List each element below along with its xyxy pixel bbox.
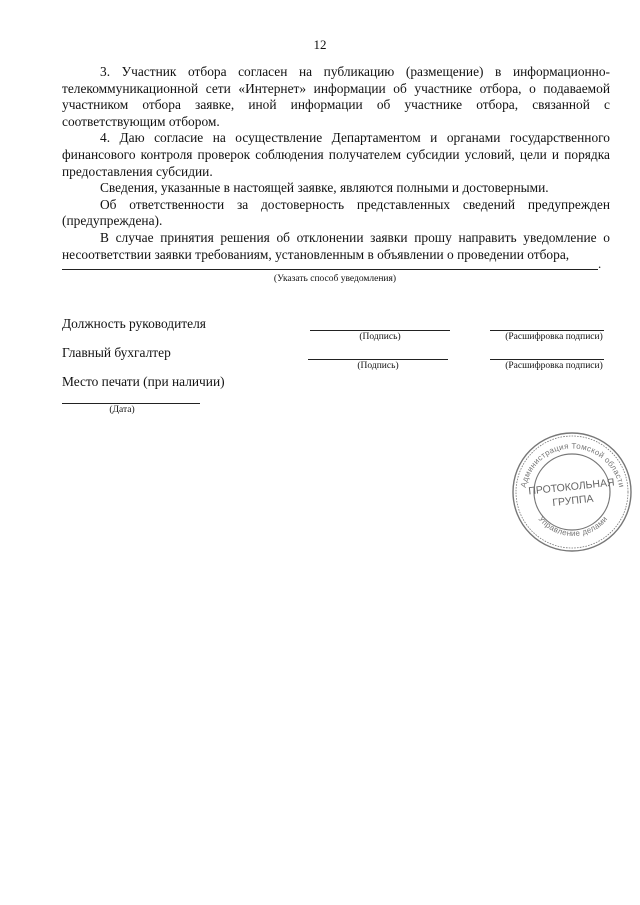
document-body	[62, 64, 610, 263]
accountant-label: Главный бухгалтер	[62, 345, 171, 360]
notification-line-period: .	[598, 256, 602, 271]
date-line[interactable]	[62, 403, 200, 404]
paragraph-consent-inspections: 4. Даю согласие на осуществление Департаментом и органами государственного финансового контроля проверок соблюдения получателем субсидии условий, цели и порядка предоставления субсидии.	[62, 130, 610, 179]
paragraph-notification-request: В случае принятия решения об отклонении заявки прошу направить уведомление о несоответствии заявки требованиям, установленным в объявлении о проведении отбора,	[62, 229, 610, 262]
head-signature-caption: (Подпись)	[359, 332, 401, 342]
paragraph-data-complete: Сведения, указанные в настоящей заявке, являются полными и достоверными.	[100, 180, 549, 196]
accountant-decoding-line[interactable]	[490, 359, 604, 360]
head-signature-line[interactable]	[310, 330, 450, 331]
seal-place-label: Место печати (при наличии)	[62, 374, 225, 389]
head-decoding-line[interactable]	[490, 330, 604, 331]
paragraph-responsibility: Об ответственности за достоверность представленных сведений предупрежден (предупреждена).	[62, 196, 610, 229]
paragraph-consent-publication: 3. Участник отбора согласен на публикацию (размещение) в информационно-телекоммуникационной сети «Интернет» информации об участнике отбора, о подаваемой участником отбора заявке, иной информации об участнике отбора, связанной с соответствующим отбором.	[62, 64, 610, 129]
notification-caption: (Указать способ уведомления)	[273, 274, 397, 284]
stamp-ring-text: Администрация Томской области	[518, 441, 627, 489]
stamp-bottom-text: Управление делами	[536, 514, 610, 539]
page-number: 12	[313, 37, 327, 52]
stamp-center-line1: ПРОТОКОЛЬНАЯ	[527, 476, 616, 498]
stamp-center-line2: ГРУППА	[551, 492, 595, 510]
accountant-decoding-caption: (Расшифровка подписи)	[505, 361, 603, 371]
protocol-group-stamp	[510, 430, 634, 554]
accountant-signature-line[interactable]	[308, 359, 448, 360]
date-caption: (Дата)	[109, 405, 135, 415]
notification-method-line[interactable]	[62, 269, 598, 270]
head-decoding-caption: (Расшифровка подписи)	[505, 332, 603, 342]
head-position-label: Должность руководителя	[62, 316, 206, 331]
accountant-signature-caption: (Подпись)	[357, 361, 399, 371]
